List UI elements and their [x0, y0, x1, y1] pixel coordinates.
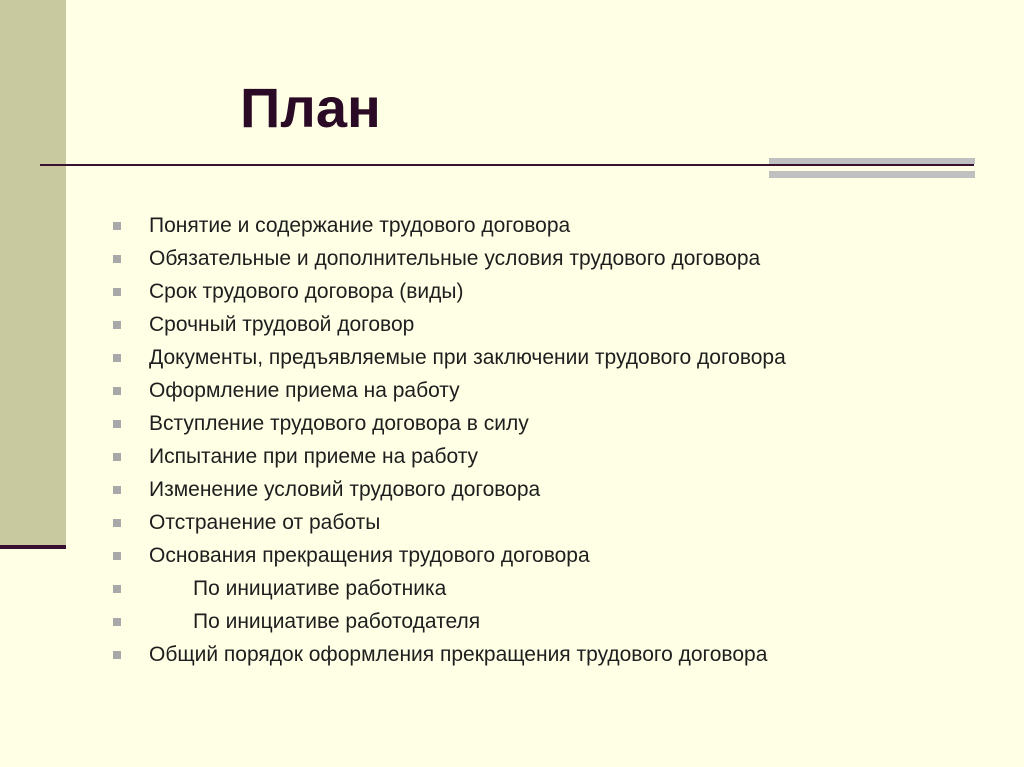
list-item-text: Понятие и содержание трудового договора — [149, 214, 571, 237]
slide-title: План — [240, 76, 381, 139]
square-bullet-icon — [113, 486, 121, 494]
list-item-text: Испытание при приеме на работу — [149, 445, 479, 468]
square-bullet-icon — [113, 453, 121, 461]
list-item-text: Основания прекращения трудового договора — [149, 544, 590, 567]
list-item-text: По инициативе работника — [193, 577, 447, 600]
square-bullet-icon — [113, 651, 121, 659]
square-bullet-icon — [113, 552, 121, 560]
left-decorative-band — [0, 0, 66, 546]
square-bullet-icon — [113, 354, 121, 362]
square-bullet-icon — [113, 585, 121, 593]
square-bullet-icon — [113, 387, 121, 395]
list-item-text: Вступление трудового договора в силу — [149, 412, 529, 435]
square-bullet-icon — [113, 255, 121, 263]
title-accent-bar — [769, 158, 975, 178]
list-item-text: Отстранение от работы — [149, 511, 381, 534]
list-item-text: Обязательные и дополнительные условия трудового договора — [149, 247, 761, 270]
list-item-text: По инициативе работодателя — [193, 610, 481, 633]
square-bullet-icon — [113, 288, 121, 296]
square-bullet-icon — [113, 519, 121, 527]
list-item-text: Документы, предъявляемые при заключении трудового договора — [149, 346, 786, 369]
list-item-text: Оформление приема на работу — [149, 379, 460, 402]
square-bullet-icon — [113, 618, 121, 626]
square-bullet-icon — [113, 222, 121, 230]
list-item-text: Общий порядок оформления прекращения трудового договора — [149, 643, 768, 666]
list-item-text: Срочный трудовой договор — [149, 313, 415, 336]
list-item-text: Изменение условий трудового договора — [149, 478, 541, 501]
square-bullet-icon — [113, 321, 121, 329]
square-bullet-icon — [113, 420, 121, 428]
left-band-underline — [0, 545, 66, 549]
list-item-text: Срок трудового договора (виды) — [149, 280, 464, 303]
